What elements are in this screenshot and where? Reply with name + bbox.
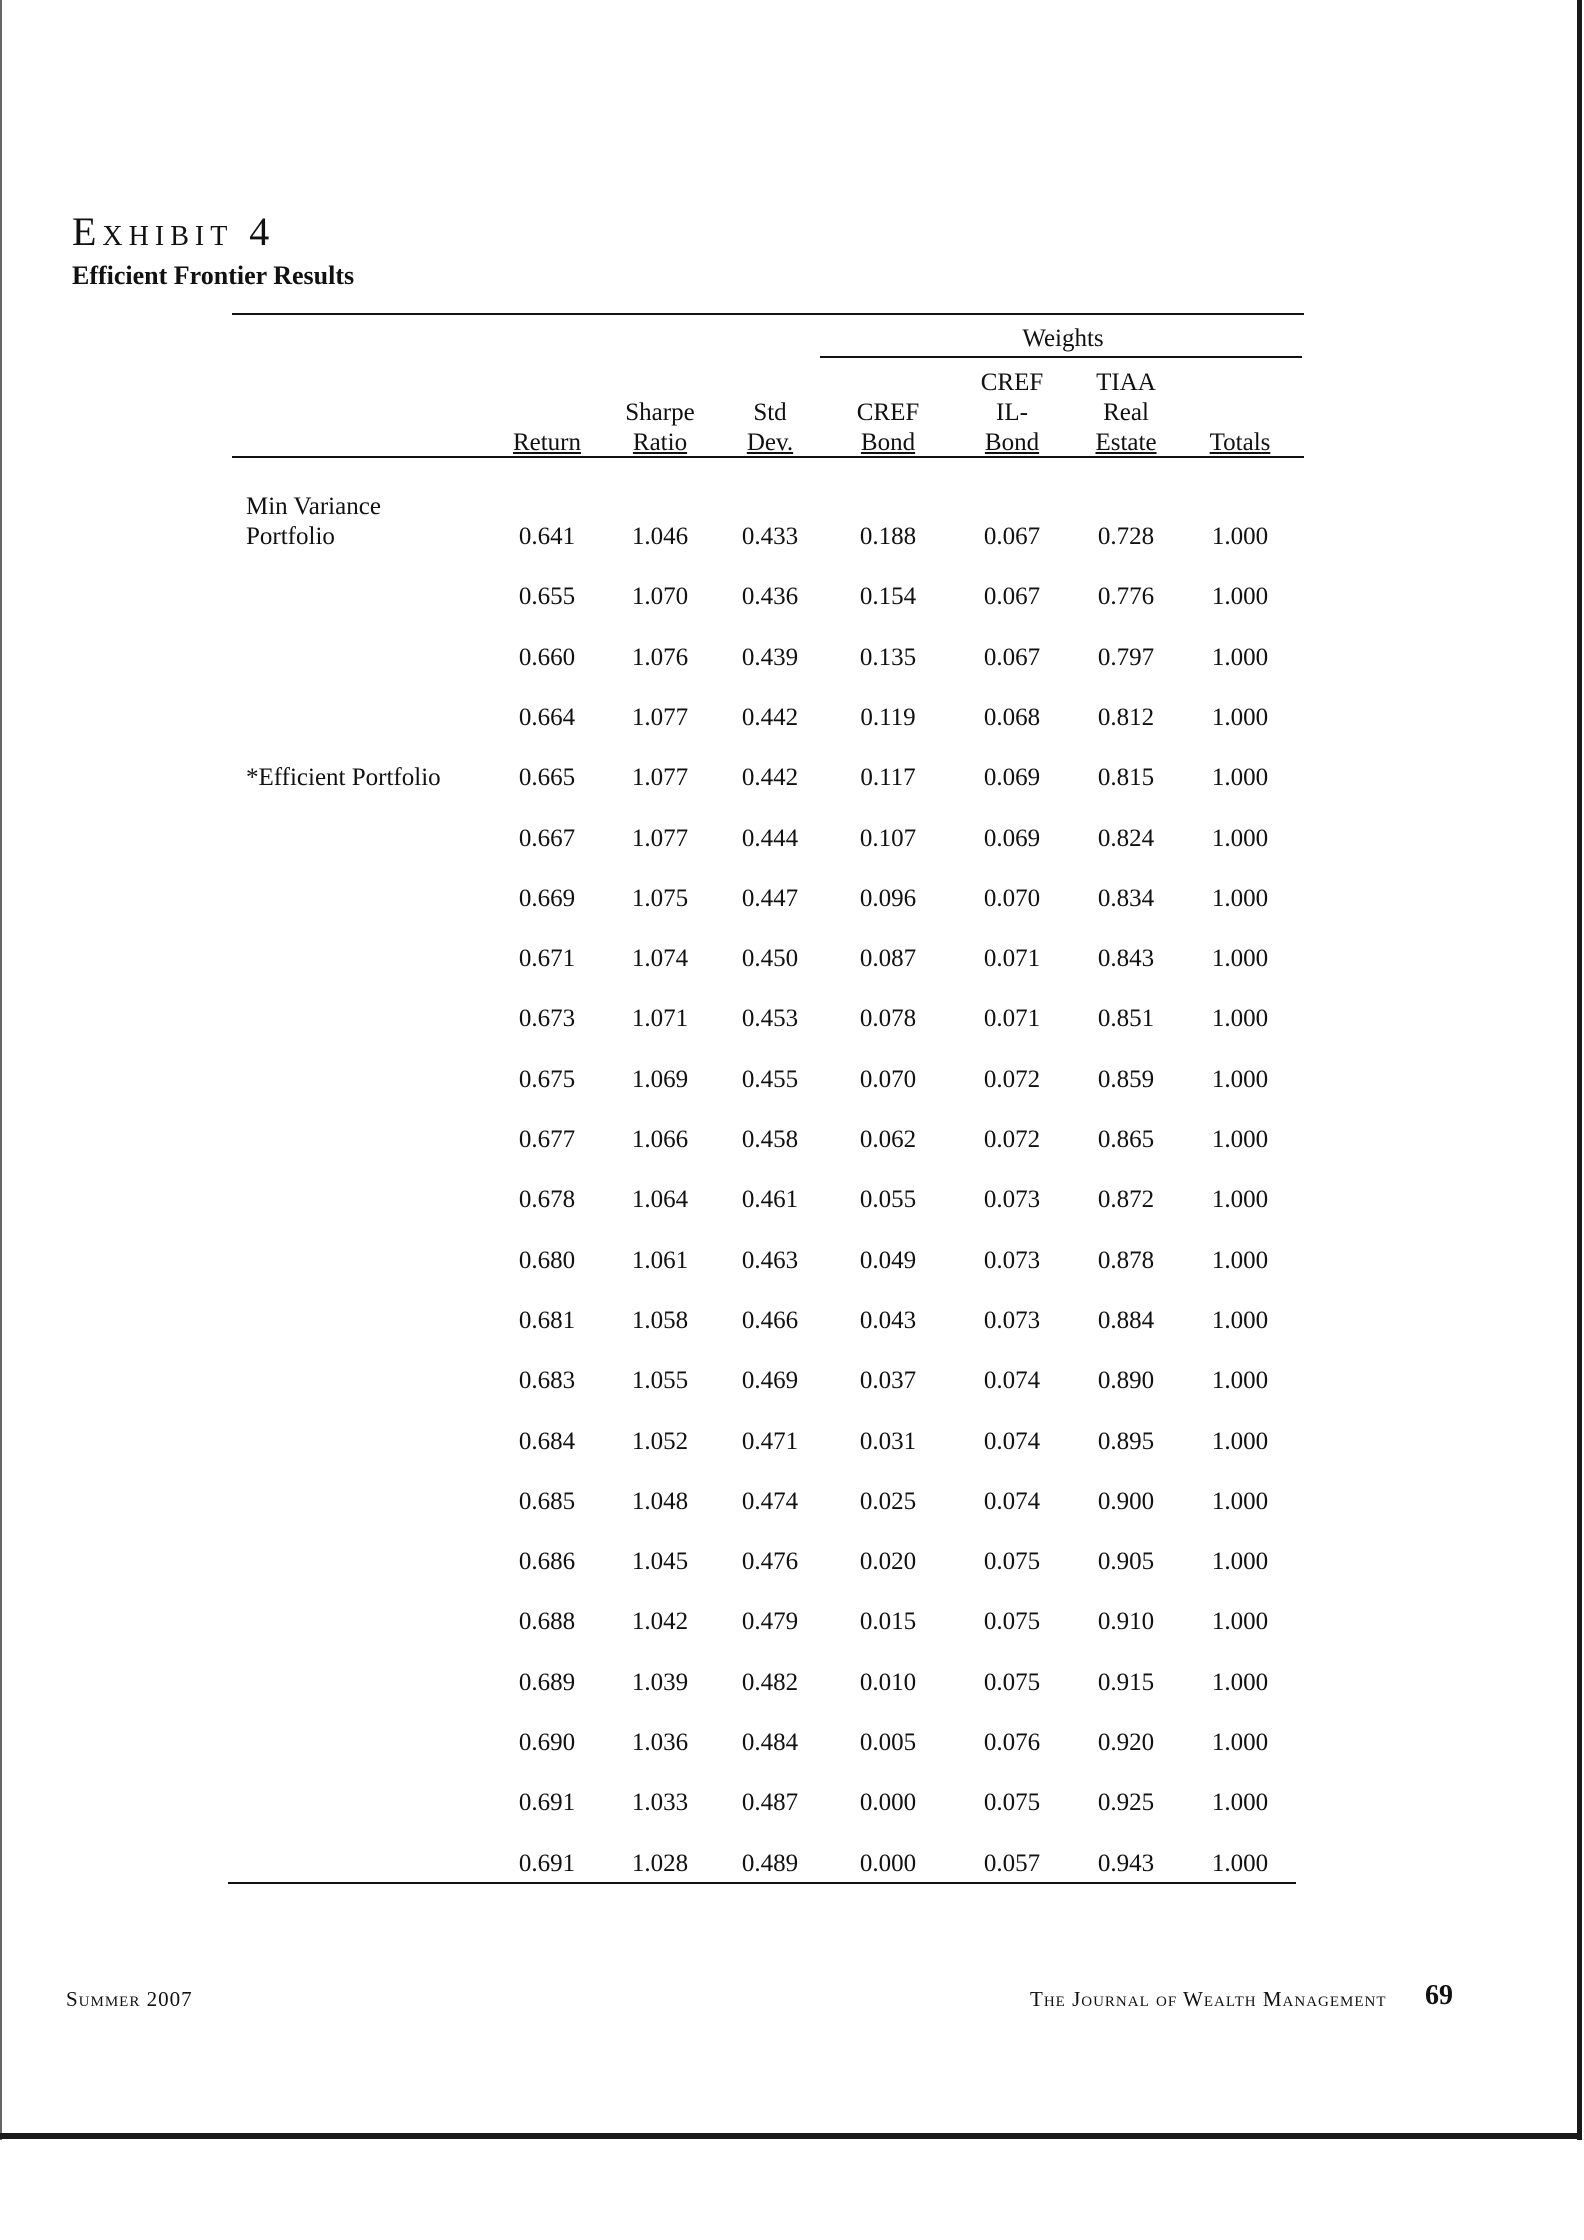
scan-edge-bottom — [0, 2133, 1582, 2139]
cell-return: 0.671 — [518, 945, 576, 972]
cell-return: 0.667 — [518, 825, 576, 852]
cell-return: 0.680 — [518, 1247, 576, 1274]
column-header-cref-bond: Bond — [860, 429, 916, 456]
cell-totals: 1.000 — [1211, 523, 1269, 550]
cell-cref-il: 0.069 — [983, 764, 1041, 791]
cell-sharpe: 1.042 — [631, 1608, 689, 1635]
cell-cref-bond: 0.087 — [859, 945, 917, 972]
page-number: 69 — [1425, 1980, 1453, 2011]
exhibit-label: Exhibit 4 — [72, 209, 276, 254]
cell-tiaa: 0.878 — [1097, 1247, 1155, 1274]
cell-std: 0.442 — [741, 764, 799, 791]
cell-sharpe: 1.046 — [631, 523, 689, 550]
cell-tiaa: 0.872 — [1097, 1186, 1155, 1213]
cell-cref-il: 0.075 — [983, 1789, 1041, 1816]
table-row — [0, 1788, 1584, 1822]
cell-std: 0.455 — [741, 1066, 799, 1093]
cell-return: 0.683 — [518, 1367, 576, 1394]
column-header-cref-bond: CREF — [856, 399, 920, 426]
row-label: Portfolio — [246, 523, 335, 550]
cell-return: 0.664 — [518, 704, 576, 731]
column-header-sharpe: Ratio — [632, 429, 688, 456]
cell-cref-il: 0.070 — [983, 885, 1041, 912]
cell-totals: 1.000 — [1211, 885, 1269, 912]
cell-totals: 1.000 — [1211, 1307, 1269, 1334]
cell-cref-bond: 0.078 — [859, 1005, 917, 1032]
table-row — [0, 944, 1584, 978]
cell-return: 0.665 — [518, 764, 576, 791]
cell-totals: 1.000 — [1211, 1247, 1269, 1274]
cell-tiaa: 0.728 — [1097, 523, 1155, 550]
column-header-tiaa: TIAA — [1096, 369, 1156, 396]
cell-cref-bond: 0.154 — [859, 583, 917, 610]
cell-sharpe: 1.077 — [631, 764, 689, 791]
cell-cref-bond: 0.010 — [859, 1669, 917, 1696]
cell-sharpe: 1.052 — [631, 1428, 689, 1455]
cell-totals: 1.000 — [1211, 1669, 1269, 1696]
cell-cref-il: 0.067 — [983, 523, 1041, 550]
cell-totals: 1.000 — [1211, 1488, 1269, 1515]
cell-sharpe: 1.071 — [631, 1005, 689, 1032]
cell-totals: 1.000 — [1211, 1548, 1269, 1575]
cell-cref-il: 0.071 — [983, 1005, 1041, 1032]
cell-tiaa: 0.884 — [1097, 1307, 1155, 1334]
cell-return: 0.691 — [518, 1850, 576, 1877]
column-header-cref-il: CREF — [980, 369, 1044, 396]
cell-totals: 1.000 — [1211, 945, 1269, 972]
cell-sharpe: 1.036 — [631, 1729, 689, 1756]
cell-cref-il: 0.075 — [983, 1669, 1041, 1696]
table-row — [0, 1185, 1584, 1219]
cell-cref-il: 0.073 — [983, 1247, 1041, 1274]
table-row — [0, 763, 1584, 797]
cell-return: 0.686 — [518, 1548, 576, 1575]
cell-totals: 1.000 — [1211, 644, 1269, 671]
cell-std: 0.476 — [741, 1548, 799, 1575]
cell-cref-bond: 0.037 — [859, 1367, 917, 1394]
table-row — [0, 493, 1584, 556]
table-row — [0, 1065, 1584, 1099]
cell-std: 0.479 — [741, 1608, 799, 1635]
cell-tiaa: 0.910 — [1097, 1608, 1155, 1635]
cell-std: 0.482 — [741, 1669, 799, 1696]
cell-totals: 1.000 — [1211, 1005, 1269, 1032]
cell-cref-il: 0.074 — [983, 1367, 1041, 1394]
cell-return: 0.681 — [518, 1307, 576, 1334]
table-row — [0, 1547, 1584, 1581]
cell-totals: 1.000 — [1211, 1126, 1269, 1153]
cell-sharpe: 1.074 — [631, 945, 689, 972]
cell-sharpe: 1.070 — [631, 583, 689, 610]
cell-totals: 1.000 — [1211, 1608, 1269, 1635]
cell-sharpe: 1.028 — [631, 1850, 689, 1877]
cell-totals: 1.000 — [1211, 704, 1269, 731]
cell-sharpe: 1.048 — [631, 1488, 689, 1515]
table-row — [0, 1668, 1584, 1702]
cell-cref-il: 0.071 — [983, 945, 1041, 972]
cell-std: 0.469 — [741, 1367, 799, 1394]
cell-tiaa: 0.905 — [1097, 1548, 1155, 1575]
cell-cref-bond: 0.000 — [859, 1789, 917, 1816]
cell-return: 0.689 — [518, 1669, 576, 1696]
cell-cref-bond: 0.043 — [859, 1307, 917, 1334]
cell-sharpe: 1.058 — [631, 1307, 689, 1334]
cell-totals: 1.000 — [1211, 1789, 1269, 1816]
row-label: *Efficient Portfolio — [246, 764, 441, 791]
column-header-std: Std — [753, 399, 787, 426]
cell-totals: 1.000 — [1211, 1850, 1269, 1877]
cell-totals: 1.000 — [1211, 1186, 1269, 1213]
cell-sharpe: 1.077 — [631, 825, 689, 852]
cell-return: 0.678 — [518, 1186, 576, 1213]
cell-tiaa: 0.851 — [1097, 1005, 1155, 1032]
cell-tiaa: 0.859 — [1097, 1066, 1155, 1093]
cell-totals: 1.000 — [1211, 764, 1269, 791]
cell-sharpe: 1.069 — [631, 1066, 689, 1093]
cell-totals: 1.000 — [1211, 1367, 1269, 1394]
cell-return: 0.660 — [518, 644, 576, 671]
cell-return: 0.655 — [518, 583, 576, 610]
cell-totals: 1.000 — [1211, 825, 1269, 852]
cell-totals: 1.000 — [1211, 583, 1269, 610]
table-row — [0, 1306, 1584, 1340]
cell-sharpe: 1.077 — [631, 704, 689, 731]
cell-tiaa: 0.920 — [1097, 1729, 1155, 1756]
exhibit-title: Efficient Frontier Results — [72, 261, 355, 290]
cell-sharpe: 1.055 — [631, 1367, 689, 1394]
cell-cref-bond: 0.015 — [859, 1608, 917, 1635]
table-row — [0, 1366, 1584, 1400]
cell-std: 0.436 — [741, 583, 799, 610]
column-header-tiaa: Estate — [1095, 429, 1157, 456]
cell-cref-il: 0.073 — [983, 1186, 1041, 1213]
cell-std: 0.471 — [741, 1428, 799, 1455]
table-row — [0, 1728, 1584, 1762]
cell-sharpe: 1.045 — [631, 1548, 689, 1575]
cell-cref-bond: 0.005 — [859, 1729, 917, 1756]
cell-tiaa: 0.865 — [1097, 1126, 1155, 1153]
cell-cref-bond: 0.119 — [860, 704, 916, 731]
cell-tiaa: 0.843 — [1097, 945, 1155, 972]
cell-totals: 1.000 — [1211, 1729, 1269, 1756]
cell-tiaa: 0.915 — [1097, 1669, 1155, 1696]
cell-cref-il: 0.075 — [983, 1608, 1041, 1635]
column-header-cref-il: IL- — [996, 399, 1028, 426]
cell-cref-bond: 0.049 — [859, 1247, 917, 1274]
cell-cref-il: 0.068 — [983, 704, 1041, 731]
cell-cref-bond: 0.025 — [859, 1488, 917, 1515]
table-row — [0, 643, 1584, 677]
cell-cref-il: 0.057 — [983, 1850, 1041, 1877]
column-header-cref-il: Bond — [984, 429, 1040, 456]
cell-tiaa: 0.890 — [1097, 1367, 1155, 1394]
cell-cref-bond: 0.000 — [859, 1850, 917, 1877]
cell-totals: 1.000 — [1211, 1428, 1269, 1455]
cell-sharpe: 1.076 — [631, 644, 689, 671]
cell-sharpe: 1.039 — [631, 1669, 689, 1696]
column-header-tiaa: Real — [1103, 399, 1149, 426]
cell-tiaa: 0.776 — [1097, 583, 1155, 610]
weights-group-header: Weights — [1022, 325, 1104, 352]
cell-tiaa: 0.812 — [1097, 704, 1155, 731]
cell-return: 0.691 — [518, 1789, 576, 1816]
cell-cref-bond: 0.055 — [859, 1186, 917, 1213]
cell-cref-bond: 0.117 — [860, 764, 916, 791]
column-header-sharpe: Sharpe — [625, 399, 695, 426]
cell-cref-il: 0.072 — [983, 1066, 1041, 1093]
table-row — [0, 884, 1584, 918]
column-header-totals: Totals — [1209, 429, 1271, 456]
cell-std: 0.447 — [741, 885, 799, 912]
row-label: Min Variance — [246, 493, 381, 520]
cell-return: 0.675 — [518, 1066, 576, 1093]
table-row — [0, 582, 1584, 616]
cell-cref-bond: 0.188 — [859, 523, 917, 550]
cell-tiaa: 0.900 — [1097, 1488, 1155, 1515]
cell-std: 0.450 — [741, 945, 799, 972]
cell-tiaa: 0.895 — [1097, 1428, 1155, 1455]
cell-std: 0.484 — [741, 1729, 799, 1756]
cell-return: 0.677 — [518, 1126, 576, 1153]
table-row — [0, 703, 1584, 737]
cell-return: 0.669 — [518, 885, 576, 912]
cell-tiaa: 0.797 — [1097, 644, 1155, 671]
table-top-rule — [232, 313, 1304, 315]
cell-std: 0.458 — [741, 1126, 799, 1153]
cell-tiaa: 0.925 — [1097, 1789, 1155, 1816]
cell-std: 0.439 — [741, 644, 799, 671]
weights-group-rule — [820, 356, 1302, 358]
cell-sharpe: 1.033 — [631, 1789, 689, 1816]
cell-cref-il: 0.074 — [983, 1488, 1041, 1515]
cell-cref-il: 0.072 — [983, 1126, 1041, 1153]
cell-tiaa: 0.834 — [1097, 885, 1155, 912]
table-row — [0, 1427, 1584, 1461]
table-row — [0, 1004, 1584, 1038]
cell-cref-bond: 0.031 — [859, 1428, 917, 1455]
cell-std: 0.444 — [741, 825, 799, 852]
cell-cref-bond: 0.096 — [859, 885, 917, 912]
cell-cref-il: 0.067 — [983, 644, 1041, 671]
cell-tiaa: 0.824 — [1097, 825, 1155, 852]
cell-return: 0.684 — [518, 1428, 576, 1455]
cell-std: 0.442 — [741, 704, 799, 731]
cell-cref-il: 0.069 — [983, 825, 1041, 852]
cell-std: 0.489 — [741, 1850, 799, 1877]
cell-std: 0.463 — [741, 1247, 799, 1274]
column-header-std: Dev. — [746, 429, 794, 456]
cell-totals: 1.000 — [1211, 1066, 1269, 1093]
table-row — [0, 1487, 1584, 1521]
cell-sharpe: 1.061 — [631, 1247, 689, 1274]
table-row — [0, 1607, 1584, 1641]
cell-cref-bond: 0.070 — [859, 1066, 917, 1093]
cell-std: 0.487 — [741, 1789, 799, 1816]
footer-journal: The Journal of Wealth Management — [1030, 1987, 1387, 2011]
cell-return: 0.673 — [518, 1005, 576, 1032]
cell-cref-bond: 0.107 — [859, 825, 917, 852]
cell-std: 0.433 — [741, 523, 799, 550]
table-row — [0, 1246, 1584, 1280]
cell-return: 0.688 — [518, 1608, 576, 1635]
table-row — [0, 824, 1584, 858]
table-row — [0, 1125, 1584, 1159]
cell-cref-il: 0.074 — [983, 1428, 1041, 1455]
cell-return: 0.685 — [518, 1488, 576, 1515]
cell-std: 0.474 — [741, 1488, 799, 1515]
cell-sharpe: 1.064 — [631, 1186, 689, 1213]
cell-return: 0.690 — [518, 1729, 576, 1756]
cell-cref-il: 0.076 — [983, 1729, 1041, 1756]
table-row — [0, 1849, 1584, 1883]
cell-tiaa: 0.943 — [1097, 1850, 1155, 1877]
cell-tiaa: 0.815 — [1097, 764, 1155, 791]
cell-cref-il: 0.075 — [983, 1548, 1041, 1575]
cell-sharpe: 1.075 — [631, 885, 689, 912]
footer-issue: Summer 2007 — [66, 1987, 193, 2011]
cell-return: 0.641 — [518, 523, 576, 550]
cell-sharpe: 1.066 — [631, 1126, 689, 1153]
cell-cref-il: 0.073 — [983, 1307, 1041, 1334]
cell-std: 0.466 — [741, 1307, 799, 1334]
cell-cref-il: 0.067 — [983, 583, 1041, 610]
cell-cref-bond: 0.062 — [859, 1126, 917, 1153]
cell-cref-bond: 0.135 — [859, 644, 917, 671]
cell-std: 0.461 — [741, 1186, 799, 1213]
cell-std: 0.453 — [741, 1005, 799, 1032]
column-header-return: Return — [512, 429, 582, 456]
cell-cref-bond: 0.020 — [859, 1548, 917, 1575]
